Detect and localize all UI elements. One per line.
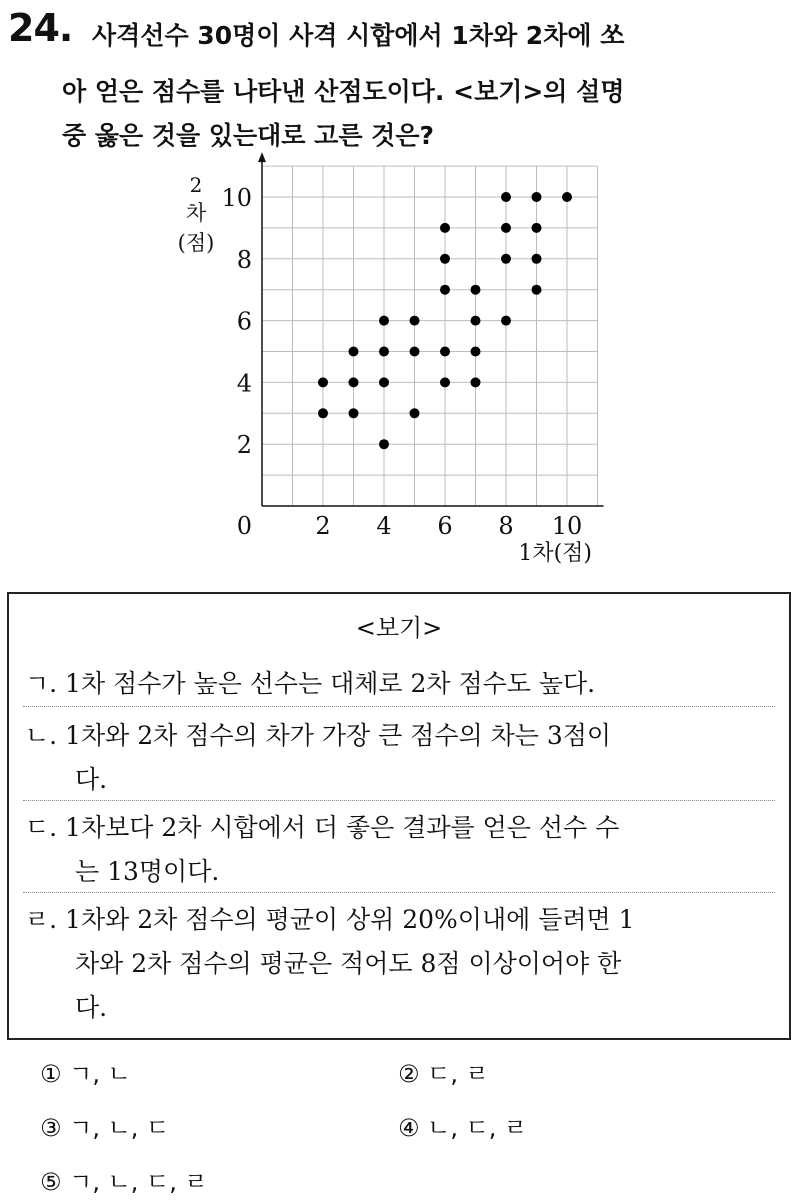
scatter-plot	[0, 0, 801, 590]
bogi-title: <보기>	[355, 614, 443, 642]
data-point	[440, 347, 450, 357]
data-point	[349, 347, 359, 357]
data-point	[471, 285, 481, 295]
bogi-box	[7, 592, 791, 1040]
choice-5[interactable]: ⑤ ㄱ, ㄴ, ㄷ, ㄹ	[40, 1168, 208, 1196]
bogi-item-4-line-3: 다.	[75, 993, 108, 1022]
data-point	[440, 377, 450, 387]
question-text-line-1: 사격선수 30명이 사격 시합에서 1차와 2차에 쏘	[92, 21, 625, 50]
data-point	[532, 223, 542, 233]
data-point	[501, 254, 511, 264]
question-text-line-3: 중 옳은 것을 있는대로 고른 것은?	[62, 121, 434, 150]
x-tick-label: 10	[551, 512, 583, 540]
data-point	[501, 223, 511, 233]
data-point	[532, 285, 542, 295]
data-point	[379, 439, 389, 449]
data-point	[562, 192, 572, 202]
bogi-item-4-line-1: ㄹ. 1차와 2차 점수의 평균이 상위 20%이내에 들려면 1	[25, 905, 635, 934]
bogi-item-2-line-1: ㄴ. 1차와 2차 점수의 차가 가장 큰 점수의 차는 3점이	[25, 721, 612, 750]
data-point	[532, 192, 542, 202]
data-point	[410, 347, 420, 357]
choice-1[interactable]: ① ㄱ, ㄴ	[40, 1060, 131, 1088]
x-tick-label: 4	[376, 512, 392, 540]
data-point	[471, 316, 481, 326]
data-point	[318, 408, 328, 418]
y-axis-arrow	[258, 152, 266, 162]
data-point	[471, 347, 481, 357]
bogi-item-3-line-2: 는 13명이다.	[75, 857, 220, 886]
y-tick-label: 2	[236, 431, 252, 460]
data-point	[349, 377, 359, 387]
divider	[23, 892, 775, 893]
y-axis-label: (점)	[177, 231, 215, 255]
data-point	[440, 223, 450, 233]
data-point	[318, 377, 328, 387]
bogi-item-1-line-1: ㄱ. 1차 점수가 높은 선수는 대체로 2차 점수도 높다.	[25, 669, 596, 698]
y-tick-label: 4	[236, 369, 252, 398]
x-tick-label: 8	[498, 512, 514, 540]
divider	[23, 800, 775, 801]
data-point	[410, 408, 420, 418]
y-tick-label: 10	[221, 184, 252, 212]
question-number: 24.	[8, 6, 73, 50]
y-axis-label: 차	[185, 201, 207, 225]
data-point	[379, 347, 389, 357]
x-axis-label: 1차(점)	[518, 541, 592, 566]
question-text-line-2: 아 얻은 점수를 나타낸 산점도이다. <보기>의 설명	[62, 77, 625, 106]
data-point	[410, 316, 420, 326]
data-point	[379, 377, 389, 387]
y-tick-label: 8	[236, 245, 252, 274]
x-tick-label: 2	[315, 512, 331, 540]
data-point	[471, 377, 481, 387]
data-point	[379, 316, 389, 326]
bogi-item-4-line-2: 차와 2차 점수의 평균은 적어도 8점 이상이어야 한	[75, 949, 622, 978]
bogi-item-3-line-1: ㄷ. 1차보다 2차 시합에서 더 좋은 결과를 얻은 선수 수	[25, 813, 620, 842]
data-point	[532, 254, 542, 264]
divider	[23, 706, 775, 707]
x-tick-label: 6	[437, 512, 453, 540]
data-point	[501, 192, 511, 202]
y-axis-label: 2	[189, 173, 203, 197]
data-point	[349, 408, 359, 418]
choice-4[interactable]: ④ ㄴ, ㄷ, ㄹ	[398, 1114, 528, 1142]
origin-label: 0	[236, 512, 252, 540]
data-point	[440, 285, 450, 295]
y-tick-label: 6	[236, 307, 252, 336]
choice-3[interactable]: ③ ㄱ, ㄴ, ㄷ	[40, 1114, 170, 1142]
bogi-item-2-line-2: 다.	[75, 765, 108, 794]
data-point	[501, 316, 511, 326]
data-point	[440, 254, 450, 264]
choice-2[interactable]: ② ㄷ, ㄹ	[398, 1060, 489, 1088]
